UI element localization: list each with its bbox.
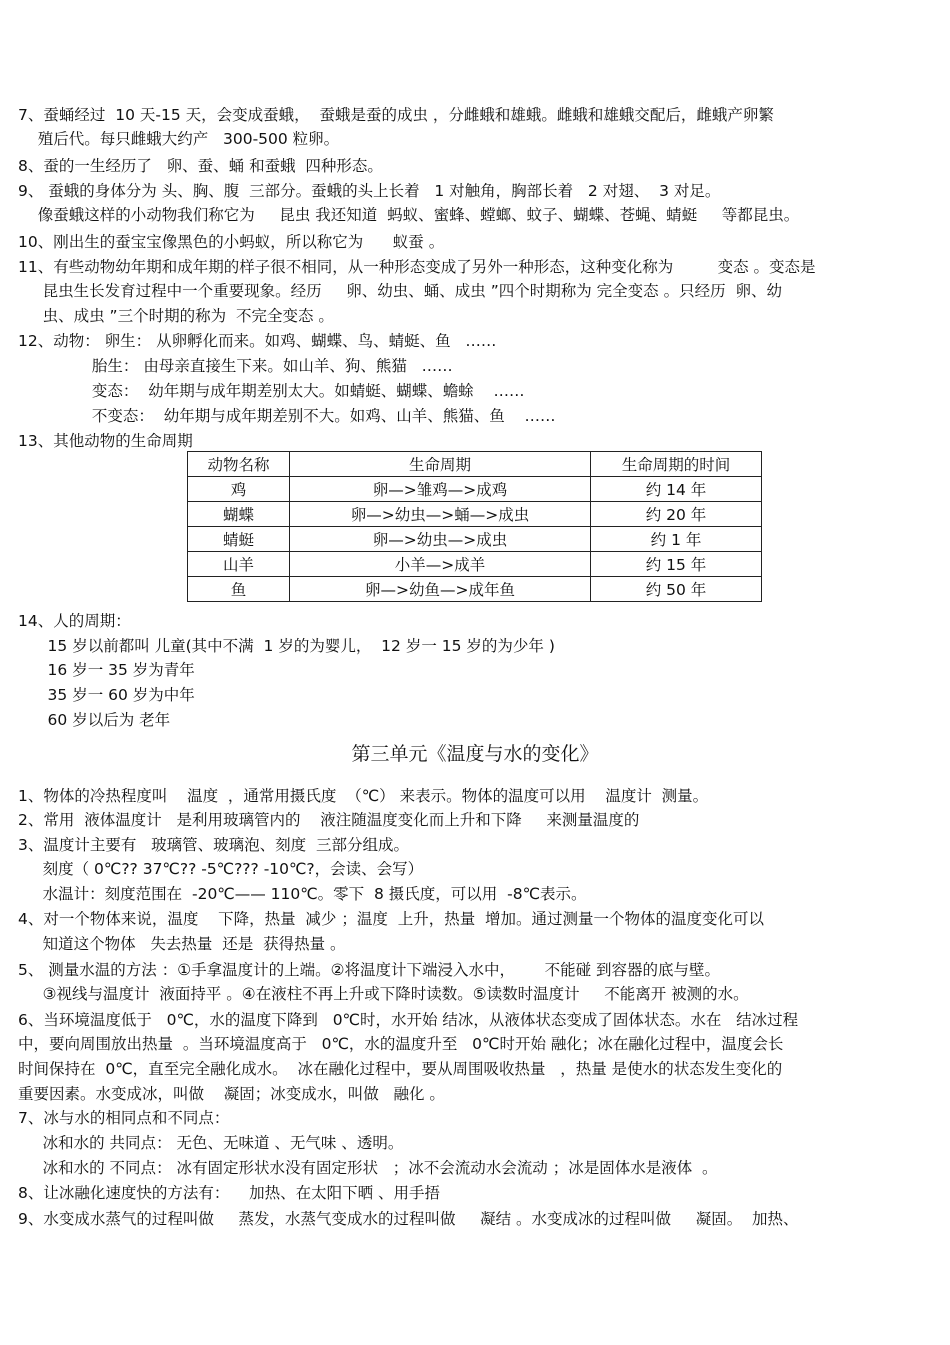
text-line: 1、物体的冷热程度叫 温度 ，通常用摄氏度 （℃） 来表示。物体的温度可以用 温度计 测量。 bbox=[18, 787, 709, 805]
text-line: 7、蚕蛹经过 10 天-15 天，会变成蚕蛾， 蚕蛾是蚕的成虫 ，分雌蛾和雄蛾。雌蛾和雄蛾交配后，雌蛾产卵繁 bbox=[18, 106, 774, 124]
text-line: 11、有些动物幼年期和成年期的样子很不相同，从一种形态变成了另外一种形态，这种变化称为 变态 。变态是 bbox=[18, 258, 816, 276]
text-line: 像蚕蛾这样的小动物我们称它为 昆虫 我还知道 蚂蚁、蜜蜂、螳螂、蚊子、蝴蝶、苍蝇、蜻蜓 等都昆虫。 bbox=[18, 206, 800, 224]
table-cell: 蜻蜓 bbox=[188, 527, 290, 552]
column-header: 动物名称 bbox=[188, 452, 290, 477]
text-line: 2、常用 液体温度计 是利用玻璃管内的 液注随温度变化而上升和下降 来测量温度的 bbox=[18, 811, 640, 829]
table-cell: 蝴蝶 bbox=[188, 502, 290, 527]
text-line: 胎生： 由母亲直接生下来。如山羊、狗、熊猫 …… bbox=[18, 357, 453, 375]
table-cell: 约 14 年 bbox=[591, 477, 762, 502]
text-line: 重要因素。水变成冰，叫做 凝固；冰变成水，叫做 融化 。 bbox=[18, 1085, 445, 1103]
text-line: 水温计：刻度范围在 -20℃—— 110℃。零下 8 摄氏度，可以用 -8℃表示。 bbox=[18, 885, 587, 903]
text-line: 冰和水的 不同点： 冰有固定形状水没有固定形状 ；冰不会流动水会流动 ；冰是固体水是液体 。 bbox=[18, 1159, 718, 1177]
table-row bbox=[188, 502, 762, 527]
table-cell: 约 50 年 bbox=[591, 577, 762, 602]
column-header: 生命周期 bbox=[290, 452, 591, 477]
text-line: 6、当环境温度低于 0℃，水的温度下降到 0℃时，水开始 结冰，从液体状态变成了固体状态。水在 结冰过程 bbox=[18, 1011, 799, 1029]
text-line: 13、其他动物的生命周期 bbox=[18, 432, 193, 450]
table-cell: 约 1 年 bbox=[591, 527, 762, 552]
text-line: 5、 测量水温的方法 ：①手拿温度计的上端。②将温度计下端浸入水中， 不能碰 到容器的底与壁。 bbox=[18, 961, 720, 979]
table-cell: 鸡 bbox=[188, 477, 290, 502]
table-row bbox=[188, 527, 762, 552]
table-cell: 约 15 年 bbox=[591, 552, 762, 577]
text-line: 15 岁以前都叫 儿童(其中不满 1 岁的为婴儿， 12 岁一 15 岁的为少年 ) bbox=[18, 637, 555, 655]
table-row bbox=[188, 552, 762, 577]
table-header-row bbox=[188, 452, 762, 477]
lifecycle-table bbox=[187, 451, 762, 602]
text-line: 殖后代。每只雌蛾大约产 300-500 粒卵。 bbox=[18, 130, 340, 148]
table-cell: 卵—>幼虫—>成虫 bbox=[290, 527, 591, 552]
unit-heading: 第三单元《温度与水的变化》 bbox=[351, 743, 599, 765]
column-header: 生命周期的时间 bbox=[591, 452, 762, 477]
table-cell: 卵—>幼虫—>蛹—>成虫 bbox=[290, 502, 591, 527]
text-line: 16 岁一 35 岁为青年 bbox=[18, 661, 195, 679]
text-line: 冰和水的 共同点： 无色、无味道 、无气味 、透明。 bbox=[18, 1134, 404, 1152]
text-line: 4、对一个物体来说，温度 下降，热量 减少 ；温度 上升，热量 增加。通过测量一个物体的温度变化可以 bbox=[18, 910, 765, 928]
table-cell: 卵—>雏鸡—>成鸡 bbox=[290, 477, 591, 502]
text-line: 9、 蚕蛾的身体分为 头、胸、腹 三部分。蚕蛾的头上长着 1 对触角，胸部长着 2 对翅、 3 对足。 bbox=[18, 182, 721, 200]
table-row bbox=[188, 577, 762, 602]
table-cell: 约 20 年 bbox=[591, 502, 762, 527]
text-line: 中，要向周围放出热量 。当环境温度高于 0℃，水的温度升至 0℃时开始 融化；冰在融化过程中，温度会长 bbox=[18, 1035, 784, 1053]
text-line: 时间保持在 0℃，直至完全融化成水。 冰在融化过程中，要从周围吸收热量 ，热量 是使水的状态发生变化的 bbox=[18, 1060, 783, 1078]
text-line: 35 岁一 60 岁为中年 bbox=[18, 686, 195, 704]
table-cell: 小羊—>成羊 bbox=[290, 552, 591, 577]
text-line: 10、刚出生的蚕宝宝像黑色的小蚂蚁，所以称它为 蚁蚕 。 bbox=[18, 233, 445, 251]
text-line: 8、蚕的一生经历了 卵、蚕、蛹 和蚕蛾 四种形态。 bbox=[18, 157, 383, 175]
text-line: 知道这个物体 失去热量 还是 获得热量 。 bbox=[18, 935, 346, 953]
text-line: 不变态： 幼年期与成年期差别不大。如鸡、山羊、熊猫、鱼 …… bbox=[18, 407, 556, 425]
table-row bbox=[188, 477, 762, 502]
table-cell: 卵—>幼鱼—>成年鱼 bbox=[290, 577, 591, 602]
text-line: 刻度（ 0℃?? 37℃?? -5℃??? -10℃?，会读、会写） bbox=[18, 860, 424, 878]
table-cell: 鱼 bbox=[188, 577, 290, 602]
text-line: 12、动物： 卵生： 从卵孵化而来。如鸡、蝴蝶、鸟、蜻蜓、鱼 …… bbox=[18, 332, 497, 350]
text-line: 7、冰与水的相同点和不同点： bbox=[18, 1109, 230, 1127]
text-line: 虫、成虫 ”三个时期的称为 不完全变态 。 bbox=[18, 307, 334, 325]
text-line: 8、让冰融化速度快的方法有： 加热、在太阳下晒 、用手捂 bbox=[18, 1184, 440, 1202]
text-line: 9、水变成水蒸气的过程叫做 蒸发，水蒸气变成水的过程叫做 凝结 。水变成冰的过程叫做 凝固。 加热、 bbox=[18, 1210, 799, 1228]
text-line: 昆虫生长发育过程中一个重要现象。经历 卵、幼虫、蛹、成虫 ”四个时期称为 完全变态 。只经历 卵、幼 bbox=[18, 282, 782, 300]
text-line: 14、人的周期： bbox=[18, 612, 131, 630]
text-line: ③视线与温度计 液面持平 。④在液柱不再上升或下降时读数。⑤读数时温度计 不能离开 被测的水。 bbox=[18, 985, 749, 1003]
text-line: 3、温度计主要有 玻璃管、玻璃泡、刻度 三部分组成。 bbox=[18, 836, 409, 854]
text-line: 变态： 幼年期与成年期差别太大。如蜻蜓、蝴蝶、蟾蜍 …… bbox=[18, 382, 525, 400]
table-cell: 山羊 bbox=[188, 552, 290, 577]
text-line: 60 岁以后为 老年 bbox=[18, 711, 171, 729]
